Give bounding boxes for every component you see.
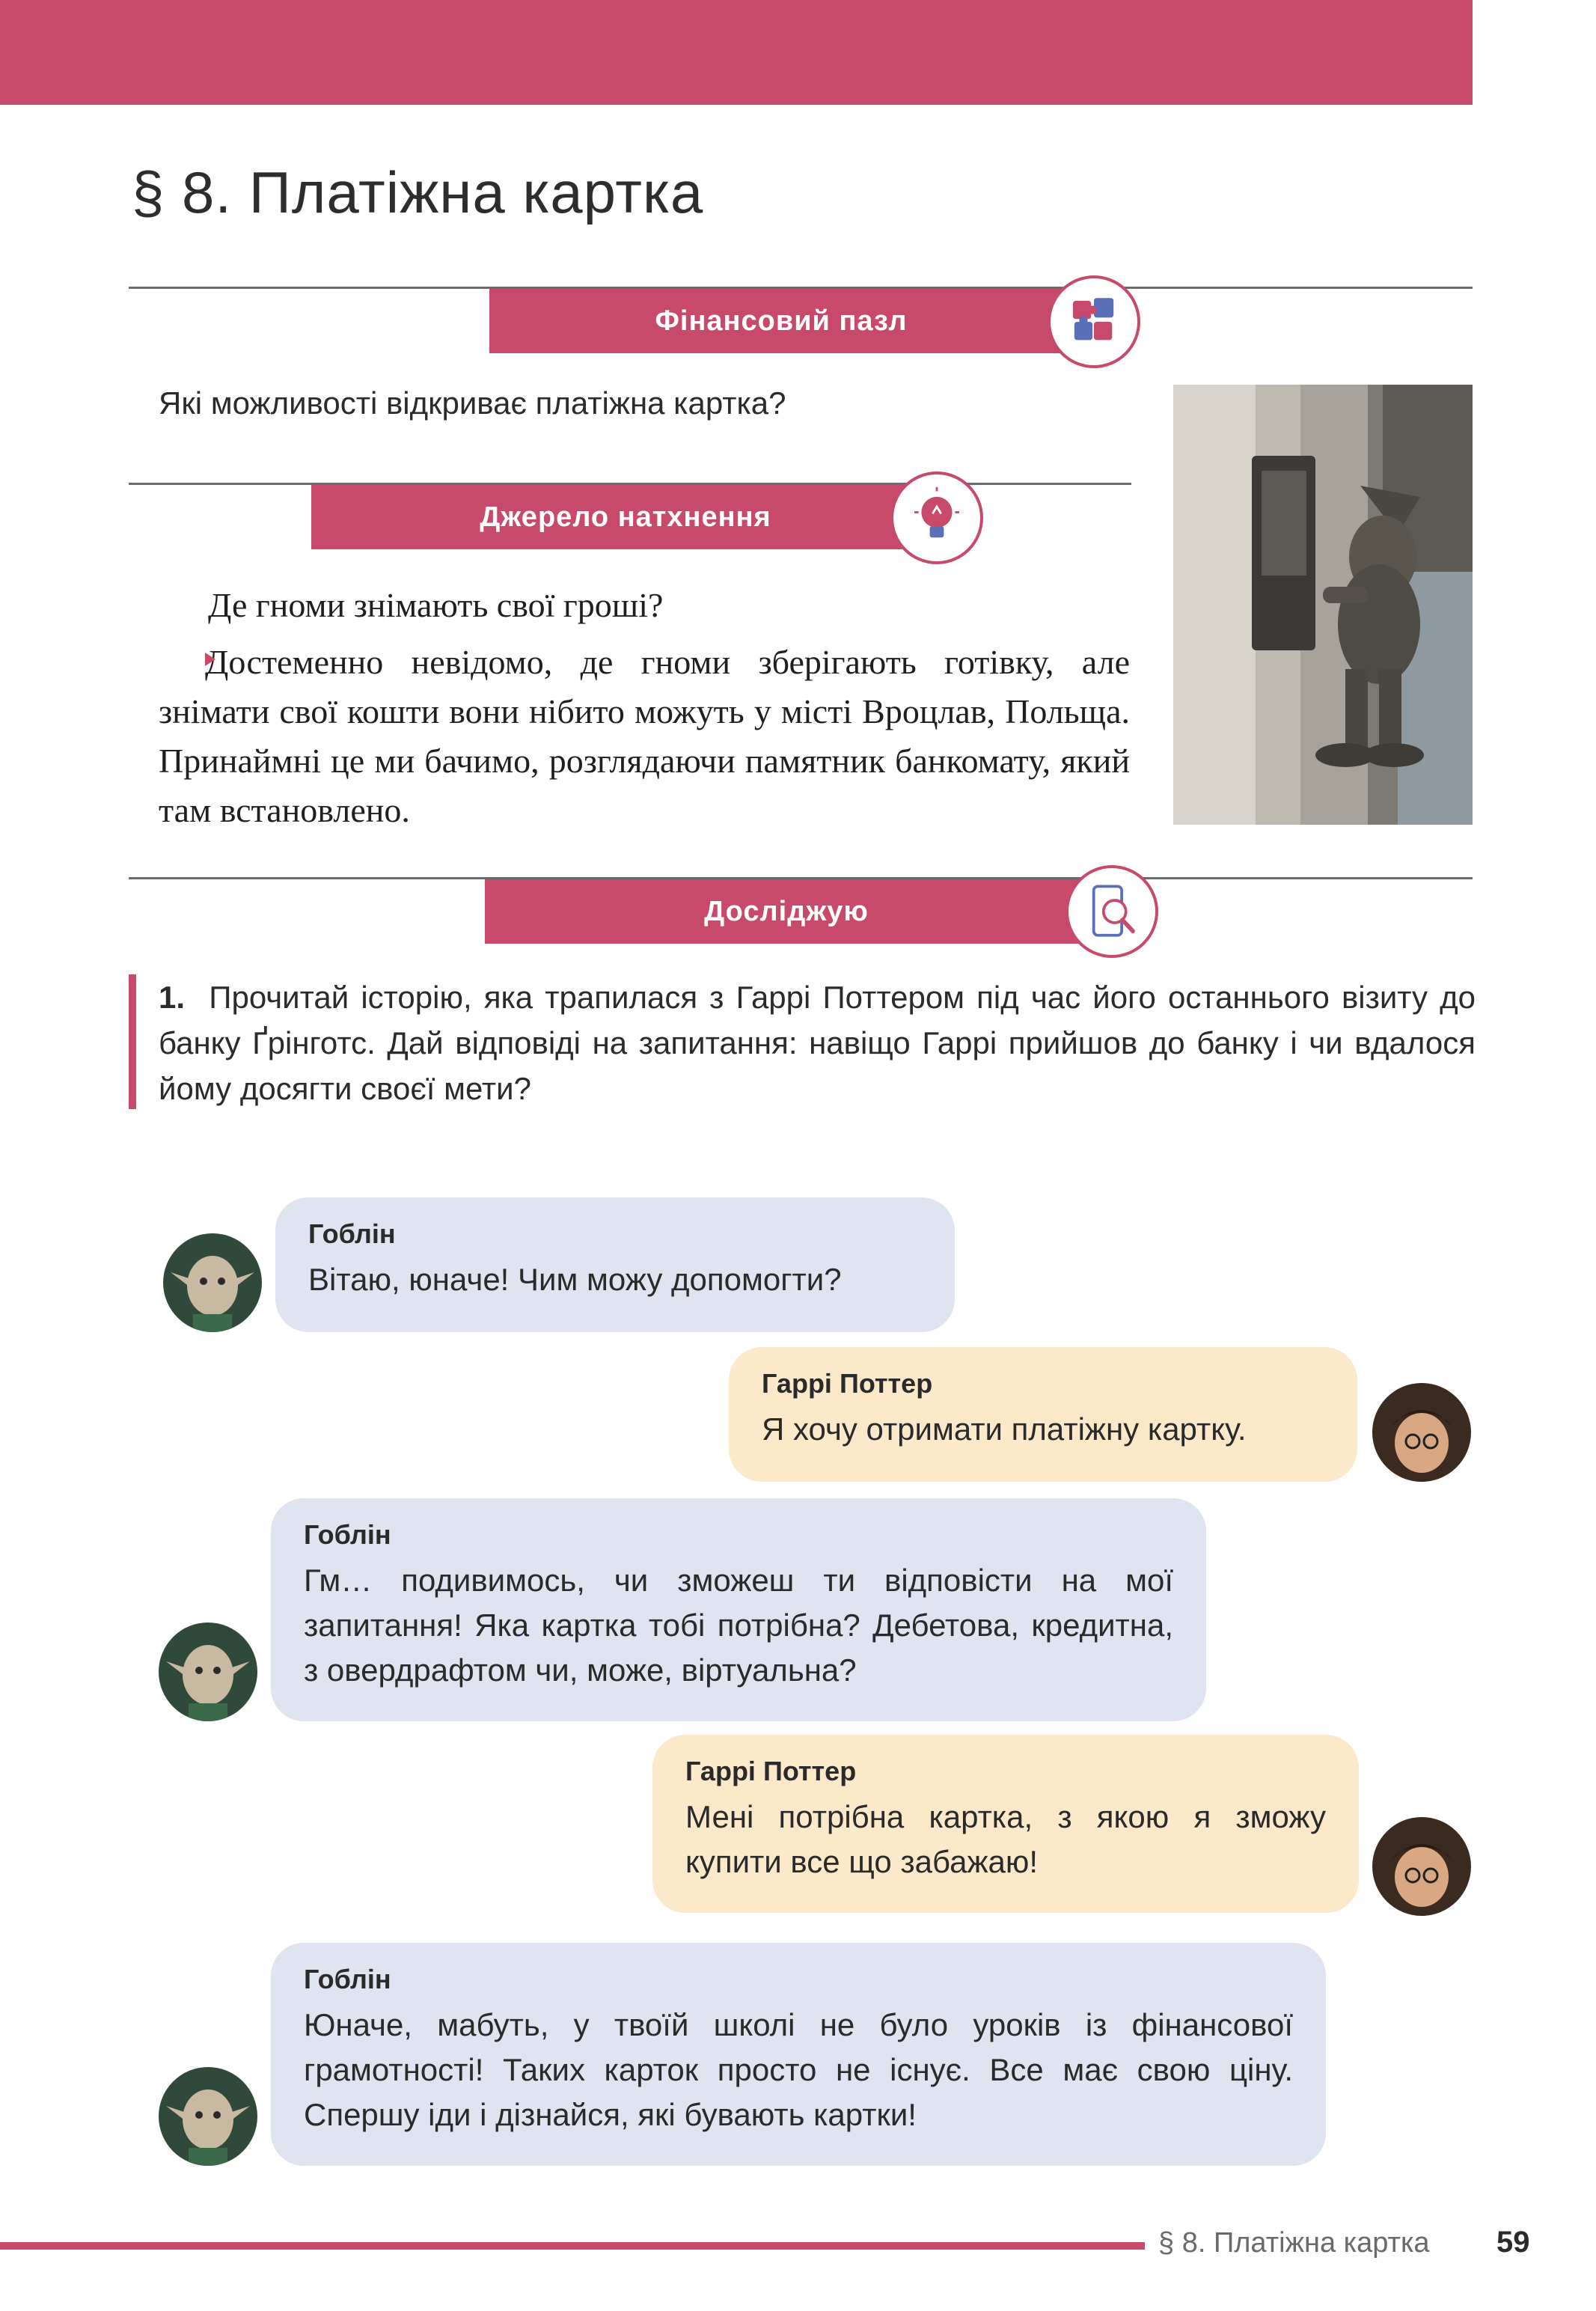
- dialogue-bubble-harry: [652, 1735, 1359, 1913]
- bullet-marker: [205, 653, 215, 666]
- task-number: 1.: [159, 980, 186, 1015]
- inspiration-question: Де гноми знімають свої гроші?: [208, 586, 664, 624]
- section-banner-research: Досліджую: [485, 879, 1088, 944]
- dialogue-bubble-harry: [729, 1347, 1357, 1482]
- header-band: [0, 0, 1473, 105]
- task-accent-bar: [129, 974, 136, 1109]
- dialogue-bubble-goblin: [275, 1197, 955, 1332]
- section-banner-inspiration: Джерело натхнення: [311, 485, 940, 549]
- inspiration-answer-text: Достеменно невідомо, де гноми зберігають готівку, але знімати свої кошти вони нібито можуть у місті Вроцлав, Польща. Принаймні це ми бачимо, розглядаючи памятник банкомату, який там встановлено.: [159, 643, 1130, 829]
- dialogue-text: Гм… подивимось, чи зможеш ти відповісти на мої запитання! Яка картка тобі потрібна? Дебетова, кредитна, з овердрафтом чи, може, віртуальна?: [304, 1563, 1173, 1688]
- speaker-name: Гаррі Поттер: [762, 1368, 933, 1399]
- speaker-name: Гоблін: [308, 1218, 396, 1249]
- goblin-avatar: [159, 2067, 257, 2166]
- footer-rule: [0, 2242, 1145, 2250]
- puzzle-question: Які можливості відкриває платіжна картка?: [159, 385, 786, 421]
- dialogue-bubble-goblin: [271, 1943, 1326, 2166]
- task-text: Прочитай історію, яка трапилася з Гаррі Поттером під час його останнього візиту до банку Ґрінготс. Дай відповіді на запитання: навіщо Гаррі прийшов до банку і чи вдалося йому досягти своєї мети?: [159, 980, 1476, 1106]
- page-title: § 8. Платіжна картка: [132, 159, 704, 225]
- harry-avatar: [1372, 1383, 1471, 1482]
- dialogue-bubble-goblin: [271, 1498, 1206, 1721]
- footer-title: § 8. Платіжна картка: [1158, 2227, 1430, 2259]
- dialogue-text: Мені потрібна картка, з якою я зможу купити все що забажаю!: [685, 1799, 1326, 1879]
- dialogue-text: Вітаю, юначе! Чим можу допомогти?: [308, 1262, 842, 1297]
- dialogue-text: Юначе, мабуть, у твоїй школі не було уроків із фінансової грамотності! Таких карток просто не існує. Все має свою ціну. Спершу іди і дізнайся, які бувають картки!: [304, 2007, 1293, 2132]
- speaker-name: Гоблін: [304, 1964, 391, 1994]
- gnome-atm-statue-photo: [1173, 385, 1473, 825]
- page-number: 59: [1496, 2226, 1530, 2259]
- speaker-name: Гоблін: [304, 1519, 391, 1550]
- section-banner-puzzle: Фінансовий пазл: [489, 289, 1073, 353]
- phone-magnifier-icon: [1065, 865, 1158, 958]
- harry-avatar: [1372, 1817, 1471, 1916]
- goblin-avatar: [159, 1622, 257, 1721]
- speaker-name: Гаррі Поттер: [685, 1756, 857, 1786]
- inspiration-answer: [159, 638, 1130, 835]
- goblin-avatar: [163, 1233, 262, 1332]
- task-1: [159, 974, 1476, 1111]
- dialogue-text: Я хочу отримати платіжну картку.: [762, 1411, 1247, 1447]
- puzzle-icon: [1048, 275, 1140, 368]
- lightbulb-icon: [890, 471, 983, 564]
